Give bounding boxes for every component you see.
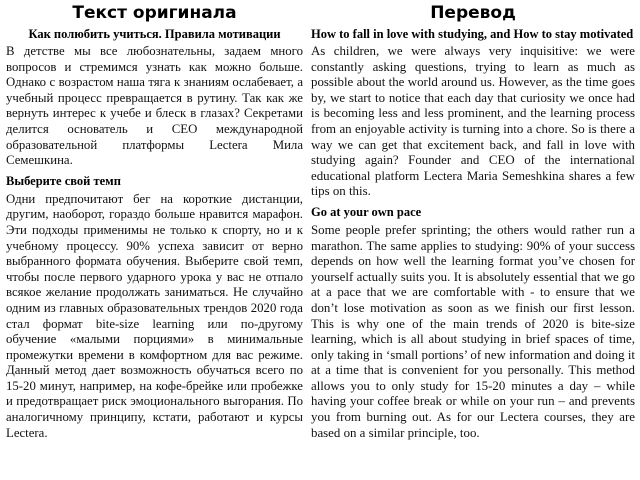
original-text-column	[6, 0, 303, 441]
translation-article-title: How to fall in love with studying, and How to stay motivated	[311, 27, 634, 41]
translation-column-heading: Перевод	[430, 3, 516, 23]
original-section-heading: Выберите свой темп	[6, 173, 121, 188]
translation-column	[311, 0, 635, 441]
original-article-title: Как полюбить учиться. Правила мотивации	[28, 27, 281, 41]
original-column-heading: Текст оригинала	[72, 3, 237, 23]
translation-intro-paragraph: As children, we were always very inquisitive: we were constantly asking questions, trying to learn as much as possible about the world around us. However, as the time goes by, we start to notice that each day that curiosity we once had is becoming less and less prominent, and the learning process from an enjoyable activity is turning into a chore. So is there a way we can get that excitement back, and fall in love with studying again? Founder and CEO of the international educational platform Lectera Maria Semeshkina shares a few tips on this.	[311, 44, 635, 199]
original-section-paragraph: Одни предпочитают бег на короткие дистанции, другим, наоборот, гораздо больше нравится марафон. Эти подходы применимы не только к спорту, но и к учебному процессу. 90% успеха зависит от верно выбранного формата обучения. Выберите свой темп, чтобы после первого ударного урока у вас не отпало всякое желание продолжать заниматься. Не случайно одним из главных образовательных трендов 2020 года стал формат bite-size learning или по-другому обучение «малыми порциями» в минимальные промежутки времени в комфортном для вас режиме. Данный метод дает возможность обучаться всего по 15-20 минут, например, на кофе-брейке или пробежке и предотвращает риск эмоционального выгорания. По аналогичному принципу, кстати, работают и курсы Lectera.	[6, 191, 303, 440]
translation-section-paragraph: Some people prefer sprinting; the others would rather run a marathon. The same applies to studying: 90% of your success depends on how well the learning format you’ve chosen for yourself actually suits you. It is absolutely essential that we go at a pace that we are comfortable with - to ensure that we don’t lose motivation as soon as we finish our first lesson. This is why one of the main trends of 2020 is bite-size learning, which is all about studying in brief spaces of time, only taking in ‘small portions’ of new information and doing it at a time that is convenient for you personally. This method allows you to only study for 15-20 minutes a day – while having your coffee break or while on your run – and prevents you from burning out. As for our Lectera courses, they are based on a similar principle, too.	[311, 222, 635, 440]
translation-section-heading: Go at your own pace	[311, 204, 422, 219]
original-intro-paragraph: В детстве мы все любознательны, задаем много вопросов и стремимся узнать как можно больше. Однако с возрастом наша тяга к знаниям ослабевает, а учебный процесс превращается в рутину. Так как же вернуть интерес к учебе и блеск в глазах? Секретами делится основатель и CEO международной образовательной платформы Lectera Мила Семешкина.	[6, 44, 303, 168]
